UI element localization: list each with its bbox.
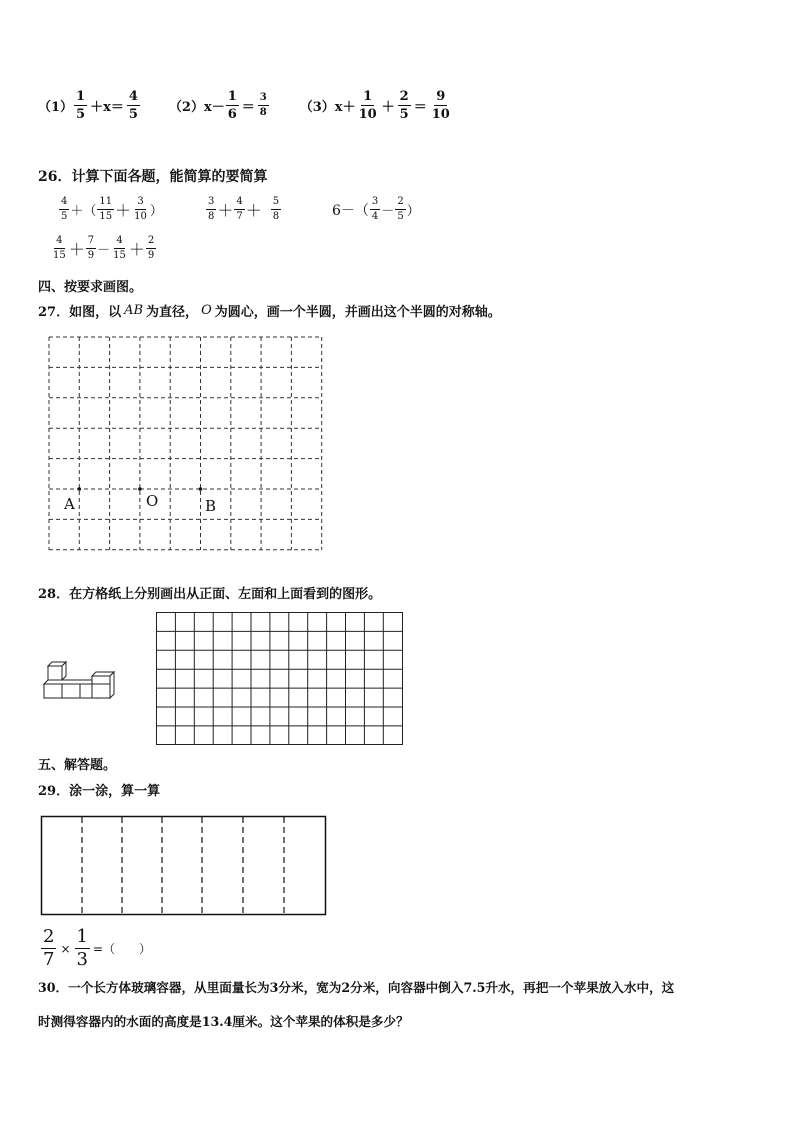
- grid-lines: [49, 337, 322, 550]
- cube-figure: [42, 660, 118, 702]
- section-4-heading: 四、按要求画图。: [38, 280, 143, 295]
- q28-text: 28．在方格纸上分别画出从正面、左面和上面看到的图形。: [38, 587, 382, 602]
- eq3-label: （3）: [299, 100, 335, 115]
- grid-lines: [157, 613, 403, 745]
- fraction: $\frac{2}{5}$: [397, 196, 404, 222]
- cube-side-face: [62, 662, 66, 680]
- q26-expression-1: $\frac{4}{5}$ ＋（ $\frac{11}{15}$ ＋ $\frac{3}{10}$ ）: [61, 196, 163, 222]
- point-b: [199, 487, 203, 491]
- rectangle-border: [42, 817, 326, 915]
- label-a: A: [64, 495, 75, 513]
- q29-rectangle[interactable]: [40, 815, 328, 917]
- fraction: $\frac{4}{5}$: [61, 196, 68, 222]
- fraction: $\frac{2}{5}$: [399, 89, 409, 122]
- fraction: $\frac{1}{5}$: [76, 89, 86, 122]
- eq1-label: （1）: [38, 100, 74, 115]
- fraction: $\frac{7}{9}$: [87, 235, 95, 261]
- q29-text: 29．涂一涂，算一算: [38, 784, 161, 799]
- fraction: $\frac{5}{8}$: [272, 196, 280, 222]
- fraction: $\frac{1}{6}$: [227, 89, 237, 122]
- fraction: $\frac{3}{4}$: [371, 196, 379, 222]
- q28-square-grid[interactable]: [156, 612, 404, 746]
- point-a: [78, 487, 82, 491]
- q26-expression-4: $\frac{4}{15}$ ＋ $\frac{7}{9}$ － $\frac{4}{15}$ ＋ $\frac{2}{9}$: [53, 235, 155, 261]
- section-5-heading: 五、解答题。: [38, 758, 117, 773]
- point-o: [138, 487, 142, 491]
- q27-dashed-grid[interactable]: [48, 336, 324, 552]
- equation-line: （1） $\frac{1}{5}$ ＋x＝ $\frac{4}{5}$ （2） x－ $\frac{1}{6}$ ＝ $\frac{3}{8}$ （3） x＋ $\frac{1}{10}$ ＋ $\frac{2}{5}$ ＝ $\frac{9}{10}$: [38, 89, 450, 122]
- eq2-label: （2）: [168, 100, 204, 115]
- fraction: $\frac{3}{8}$: [208, 196, 215, 222]
- fraction: $\frac{2}{7}$: [43, 926, 55, 970]
- fraction: $\frac{4}{15}$: [113, 235, 126, 261]
- label-o: O: [146, 492, 159, 510]
- fraction: $\frac{1}{3}$: [76, 926, 88, 970]
- fraction: $\frac{4}{15}$: [53, 235, 66, 261]
- label-b: B: [205, 497, 217, 515]
- q26-title: 26．计算下面各题，能简算的要简算: [38, 169, 268, 185]
- q30-line-2: 时测得容器内的水面的高度是13.4厘米。这个苹果的体积是多少？: [38, 1014, 409, 1029]
- q30-line-1: 30．一个长方体玻璃容器，从里面量长为3分米，宽为2分米，向容器中倒入7.5升水，再把一个苹果放入水中，这: [38, 980, 675, 995]
- fraction: $\frac{2}{9}$: [147, 235, 155, 261]
- fraction: $\frac{11}{15}$: [99, 196, 113, 222]
- dashed-dividers: [82, 817, 284, 914]
- fraction: $\frac{4}{5}$: [128, 89, 138, 122]
- fraction: $\frac{4}{7}$: [236, 196, 243, 222]
- q27-text: 27．如图，以 AB 为直径， O 为圆心，画一个半圆，并画出这个半圆的对称轴。: [38, 303, 501, 320]
- cube-front-face: [48, 666, 62, 680]
- fraction: $\frac{1}{10}$: [358, 89, 377, 122]
- q29-expression: $\frac{2}{7}$ × $\frac{1}{3}$ =（ ）: [43, 926, 152, 970]
- fraction: $\frac{3}{8}$: [259, 92, 267, 118]
- fraction: $\frac{9}{10}$: [431, 89, 450, 122]
- q26-expression-2: $\frac{3}{8}$ ＋ $\frac{4}{7}$ ＋ $\frac{5}{8}$: [208, 196, 280, 222]
- answer-blank[interactable]: =（ ）: [92, 942, 152, 956]
- q26-expression-3: 6－（ $\frac{3}{4}$ － $\frac{2}{5}$ ）: [332, 196, 420, 222]
- fraction: $\frac{3}{10}$: [134, 196, 147, 222]
